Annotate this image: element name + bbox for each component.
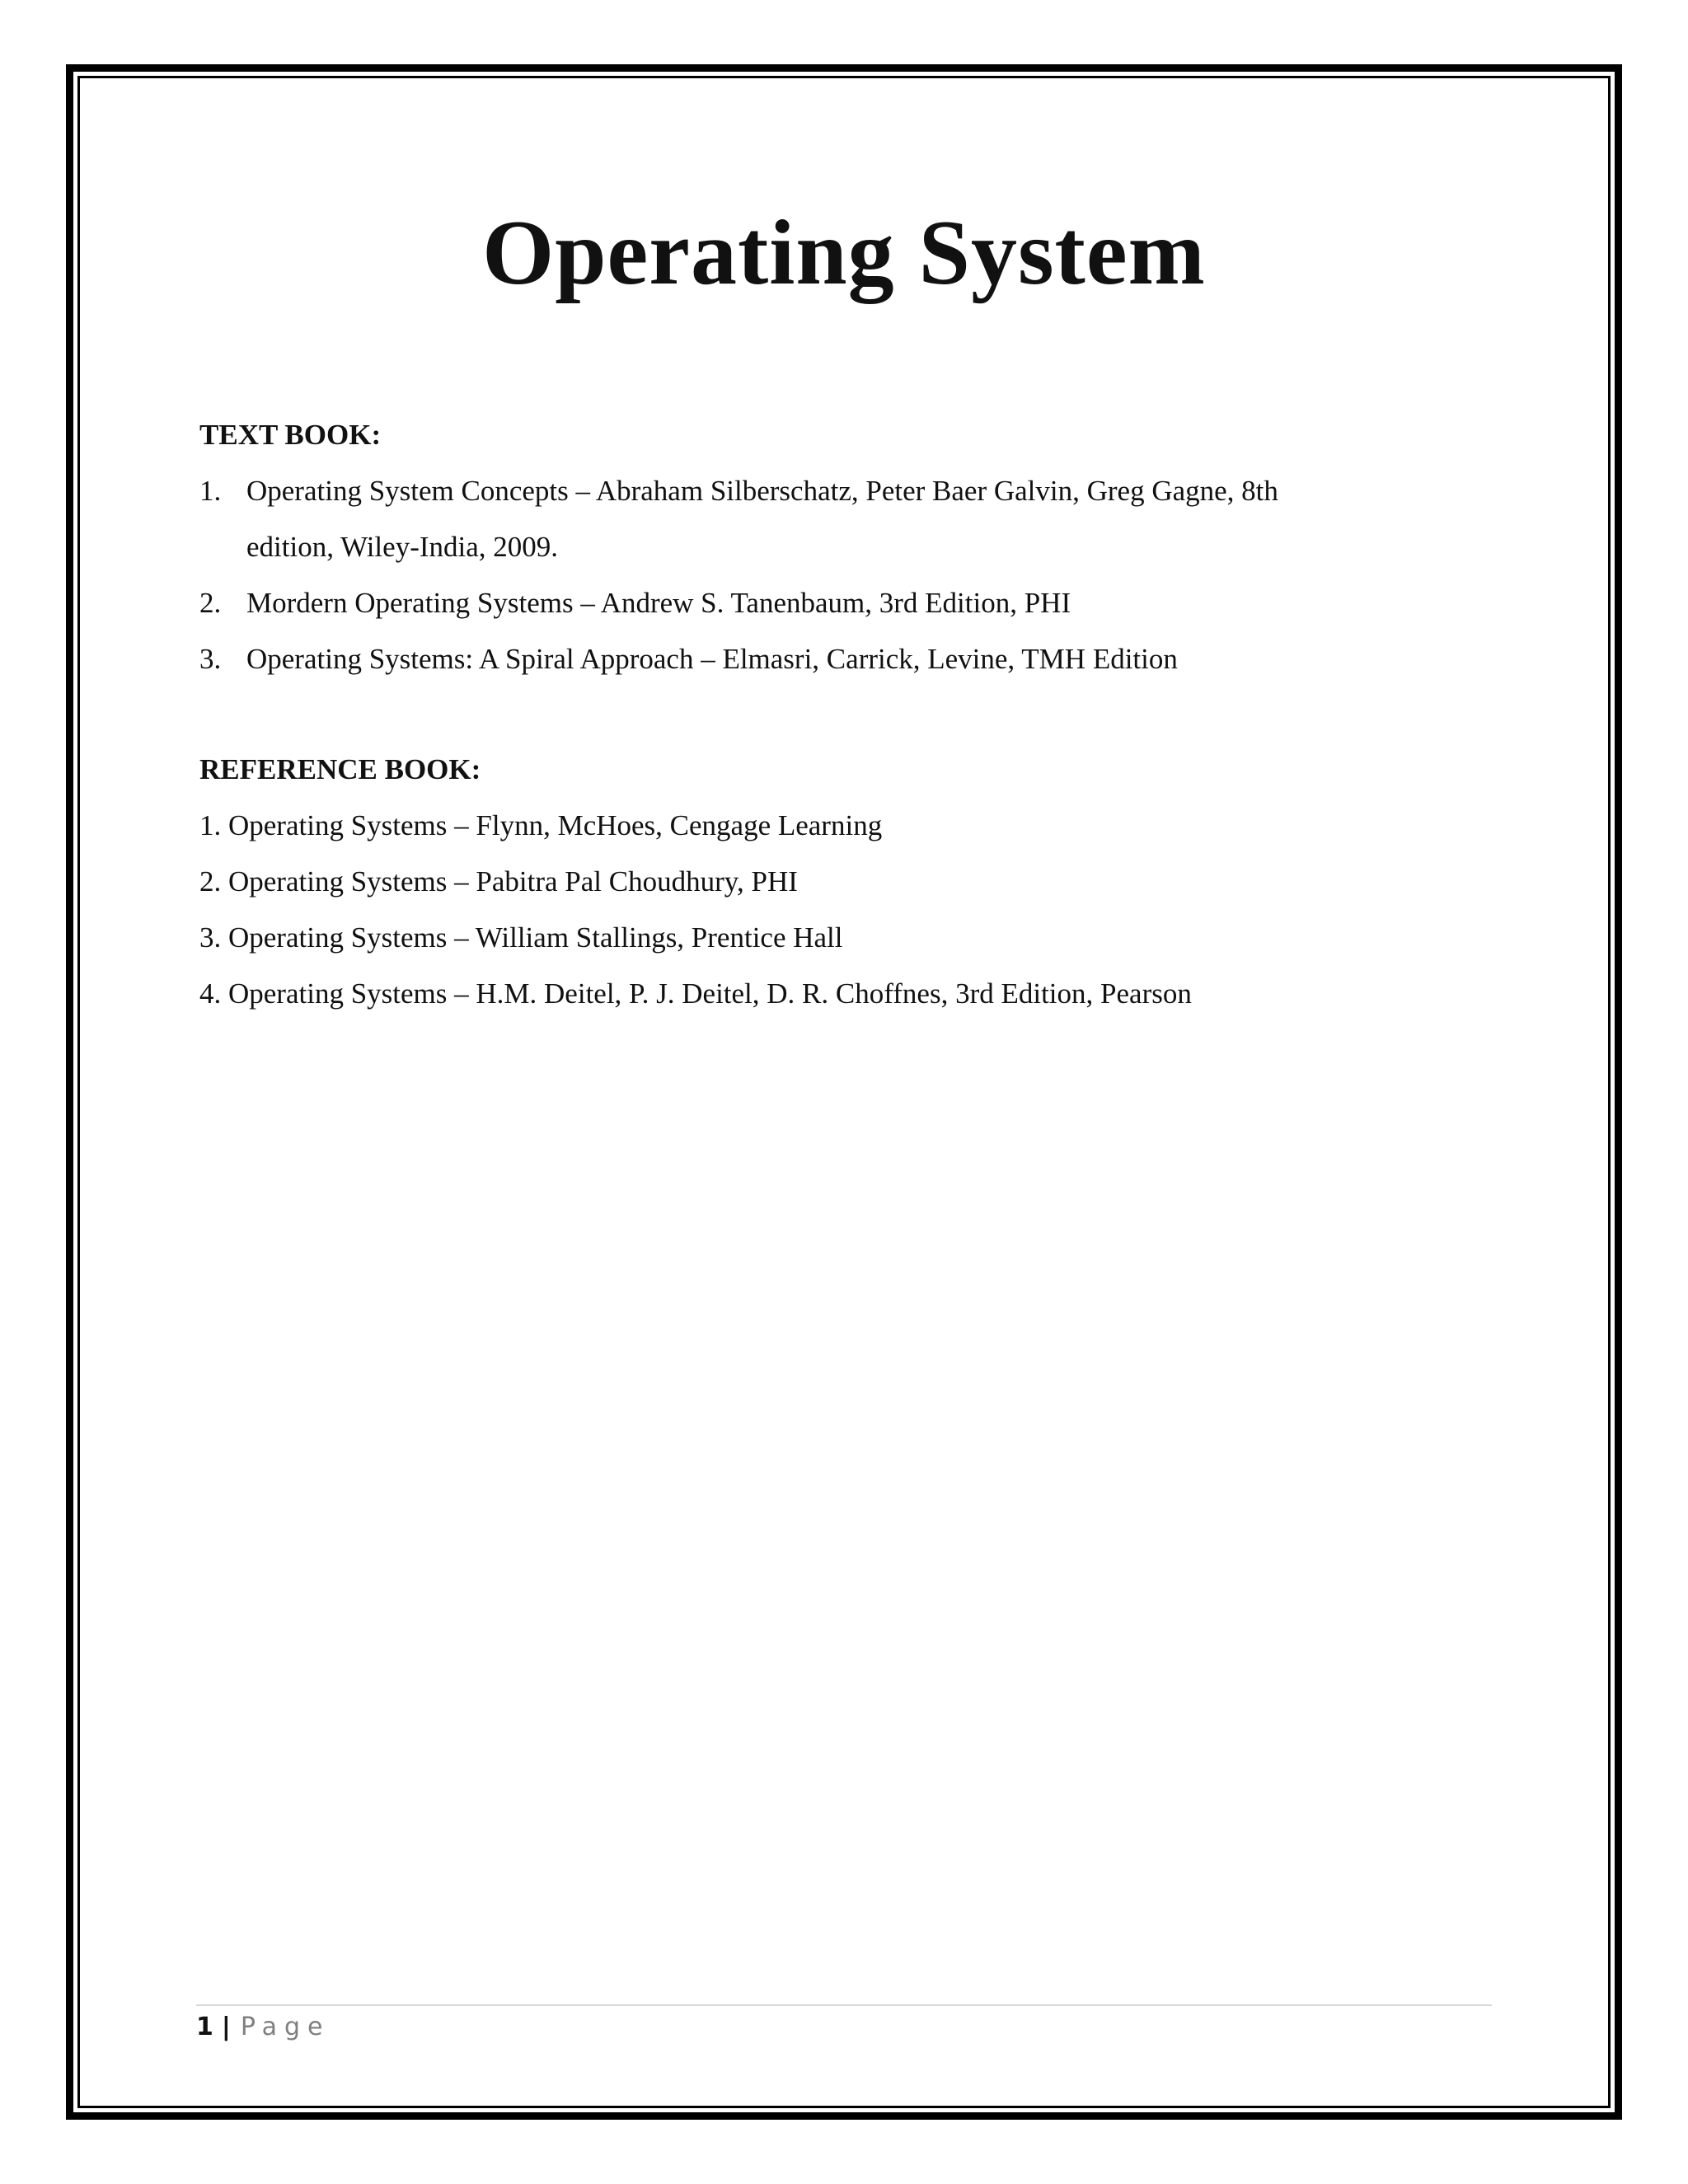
page-separator: | [221,2013,231,2041]
reference-book-heading: REFERENCE BOOK: [199,753,481,785]
text-book-item-number: 1. [199,475,222,507]
reference-book-item: 2. Operating Systems – Pabitra Pal Choudhury, PHI [199,865,798,898]
text-book-heading: TEXT BOOK: [199,419,382,451]
reference-book-item: 4. Operating Systems – H.M. Deitel, P. J. Deitel, D. R. Choffnes, 3rd Edition, Pearson [199,977,1192,1010]
reference-book-item: 3. Operating Systems – William Stallings, Prentice Hall [199,921,843,954]
page-number: 1 [196,2013,213,2041]
text-book-item-line: Operating System Concepts – Abraham Silberschatz, Peter Baer Galvin, Greg Gagne, 8th [246,475,1278,507]
page-title: Operating System [482,202,1206,304]
text-book-item-number: 2. [199,587,222,619]
footer-divider [196,2004,1492,2006]
text-book-item-line: edition, Wiley-India, 2009. [246,531,559,563]
reference-book-item: 1. Operating Systems – Flynn, McHoes, Cengage Learning [199,809,883,841]
page-footer [196,2008,330,2047]
page-label: Page [240,2013,331,2041]
text-book-item-line: Operating Systems: A Spiral Approach – Elmasri, Carrick, Levine, TMH Edition [246,643,1178,675]
text-book-item-line: Mordern Operating Systems – Andrew S. Tanenbaum, 3rd Edition, PHI [246,587,1071,619]
text-book-item-number: 3. [199,643,222,675]
